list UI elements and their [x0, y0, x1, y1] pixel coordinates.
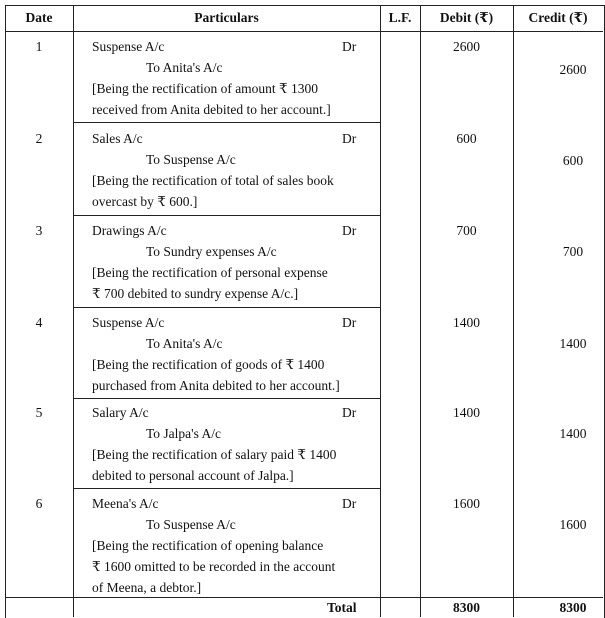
dr-label: Dr: [342, 39, 357, 54]
dr-label: Dr: [342, 496, 357, 511]
narration-line: of Meena, a debtor.]: [92, 580, 202, 595]
column-divider: [73, 5, 74, 617]
credit-account: To Suspense A/c: [146, 152, 236, 167]
entry-divider: [73, 307, 380, 308]
dr-label: Dr: [342, 131, 357, 146]
narration-line: ₹ 700 debited to sundry expense A/c.]: [92, 286, 299, 301]
narration-line: [Being the rectification of total of sales book: [92, 173, 334, 188]
debit-amount: 1400: [453, 315, 480, 330]
narration-line: [Being the rectification of goods of ₹ 1400: [92, 357, 325, 372]
total-credit: 8300: [559, 600, 587, 615]
debit-amount: 1400: [453, 405, 480, 420]
entry-divider: [73, 488, 380, 489]
debit-amount: 600: [456, 131, 477, 146]
narration-line: [Being the rectification of salary paid ₹ 1400: [92, 447, 337, 462]
narration-line: ₹ 1600 omitted to be recorded in the account: [92, 559, 336, 574]
column-divider: [380, 5, 381, 617]
header-date: Date: [25, 10, 53, 25]
dr-label: Dr: [342, 315, 357, 330]
credit-account: To Suspense A/c: [146, 517, 236, 532]
credit-amount: 600: [562, 153, 584, 168]
header-credit: Credit (₹): [528, 10, 588, 25]
credit-account: To Anita's A/c: [146, 60, 223, 75]
narration-line: received from Anita debited to her account.]: [92, 102, 331, 117]
credit-amount: 700: [562, 244, 584, 259]
debit-account: Salary A/c: [92, 405, 149, 420]
debit-account: Suspense A/c: [92, 315, 165, 330]
credit-amount: 1600: [559, 517, 587, 532]
entry-date: 2: [35, 131, 43, 146]
entry-date: 5: [35, 405, 43, 420]
dr-label: Dr: [342, 405, 357, 420]
entry-date: 1: [35, 39, 43, 54]
dr-label: Dr: [342, 223, 357, 238]
total-debit: 8300: [453, 600, 480, 615]
credit-amount: 1400: [559, 336, 587, 351]
narration-line: [Being the rectification of opening balance: [92, 538, 324, 553]
debit-amount: 2600: [453, 39, 480, 54]
credit-account: To Sundry expenses A/c: [146, 244, 277, 259]
header-debit: Debit (₹): [439, 10, 494, 25]
entry-date: 4: [35, 315, 43, 330]
credit-amount: 2600: [559, 62, 587, 77]
debit-account: Sales A/c: [92, 131, 143, 146]
header-divider: [5, 31, 603, 32]
entry-divider: [73, 122, 380, 123]
credit-amount: 1400: [559, 426, 587, 441]
debit-amount: 700: [456, 223, 477, 238]
total-label: Total: [327, 600, 357, 615]
header-lf: L.F.: [388, 10, 412, 25]
narration-line: [Being the rectification of amount ₹ 1300: [92, 81, 319, 96]
column-divider: [420, 5, 421, 617]
debit-account: Suspense A/c: [92, 39, 165, 54]
credit-account: To Jalpa's A/c: [146, 426, 221, 441]
narration-line: overcast by ₹ 600.]: [92, 194, 198, 209]
entry-date: 3: [35, 223, 43, 238]
narration-line: purchased from Anita debited to her account.]: [92, 378, 340, 393]
credit-account: To Anita's A/c: [146, 336, 223, 351]
debit-account: Meena's A/c: [92, 496, 159, 511]
entry-divider: [73, 398, 380, 399]
debit-amount: 1600: [453, 496, 480, 511]
narration-line: [Being the rectification of personal expense: [92, 265, 328, 280]
narration-line: debited to personal account of Jalpa.]: [92, 468, 294, 483]
entry-date: 6: [35, 496, 43, 511]
header-particulars: Particulars: [194, 10, 259, 25]
debit-account: Drawings A/c: [92, 223, 167, 238]
entry-divider: [73, 215, 380, 216]
